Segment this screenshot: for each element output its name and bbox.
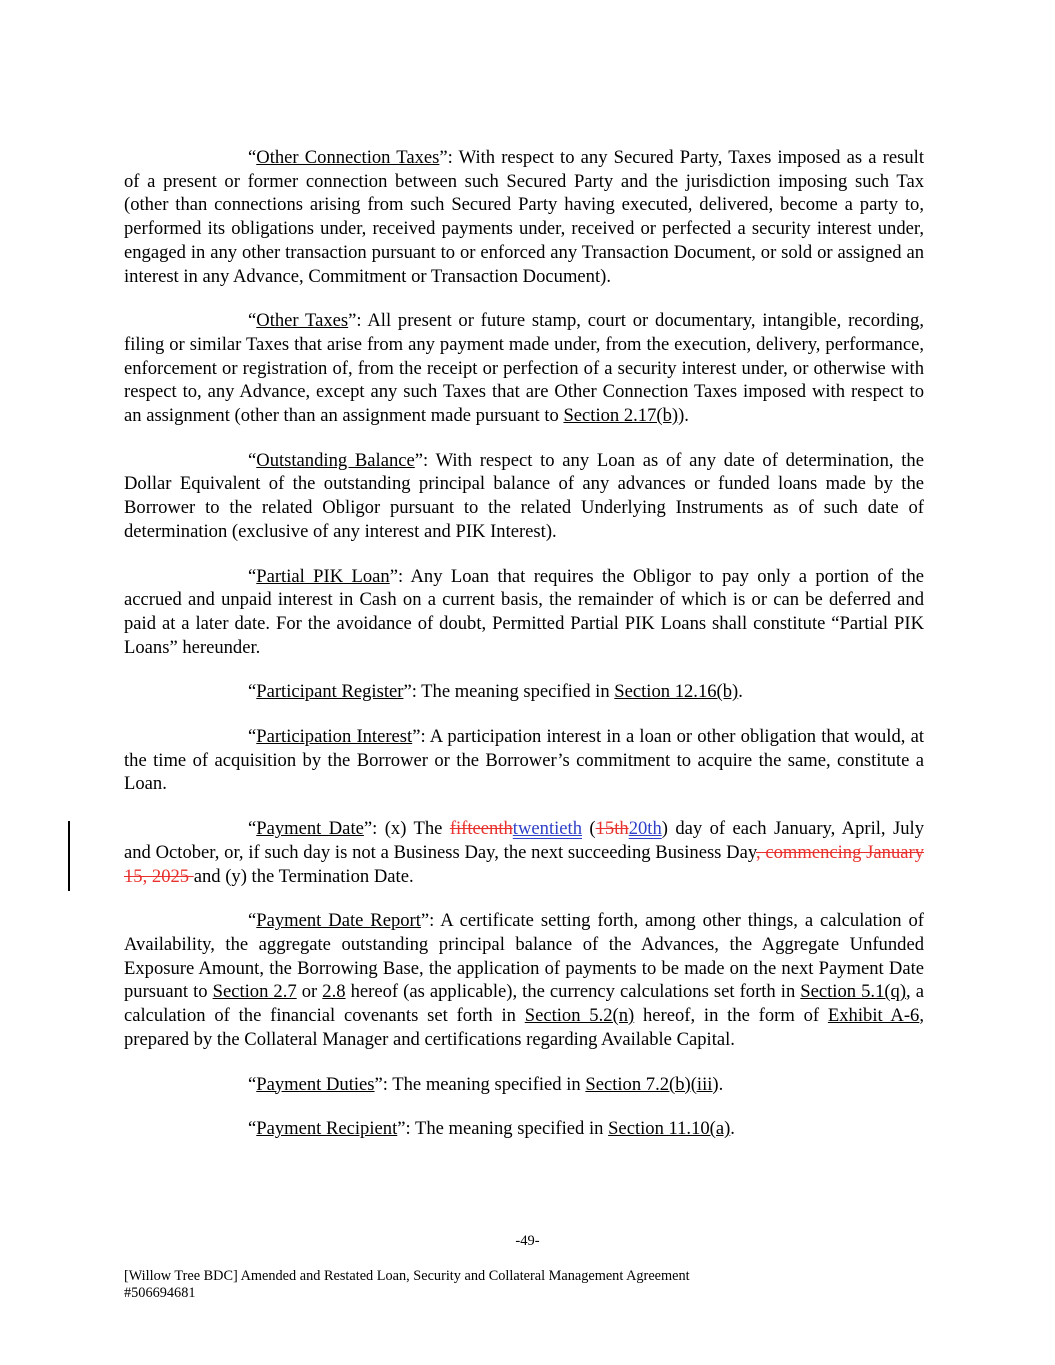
defined-term: Other Connection Taxes — [256, 147, 440, 168]
definition-payment-duties: “Payment Duties”: The meaning specified in Section 7.2(b)(iii). — [248, 1073, 724, 1095]
definition-outstanding-balance: “Outstanding Balance”: With respect to any Loan as of any date of determination, the Dollar Equivalent of the outstanding principal balance of any advances or funded loans made by the Borrower to the related Obligor pursuant to the related Underlying Instruments as of such date of determination (exclusive of any interest and PIK Interest). — [124, 449, 924, 542]
definition-other-connection-taxes: “Other Connection Taxes”: With respect to any Secured Party, Taxes imposed as a result of a present or former connection between such Secured Party and the jurisdiction imposing such Tax (other than connections arising from such Secured Party having executed, delivered, become a party to, performed its obligations under, received payments under, received or perfected a security interest under, engaged in any other transaction pursuant to or enforced any Transaction Document, or sold or assigned an interest in any Advance, Commitment or Transaction Document). — [124, 147, 924, 287]
section-reference: Section 12.16(b) — [614, 681, 739, 703]
deleted-text: , commencing January 15, 2025 — [124, 841, 924, 887]
section-reference: 2.8 — [322, 981, 346, 1003]
section-reference: Section 7.2(b)(iii) — [585, 1073, 719, 1095]
inserted-text: twentieth — [512, 818, 582, 840]
defined-term: Payment Date Report — [256, 910, 421, 932]
section-reference: Section 2.17(b) — [563, 405, 679, 427]
section-reference: Section 11.10(a) — [608, 1118, 731, 1140]
defined-term: Outstanding Balance — [256, 449, 415, 471]
defined-term: Participation Interest — [256, 726, 413, 748]
definition-participation-interest: “Participation Interest”: A participation interest in a loan or other obligation that would, at the time of acquisition by the Borrower or the Borrower’s commitment to acquire the same, constitute a Loan. — [124, 726, 924, 795]
footer-doc-id: #506694681 — [124, 1285, 196, 1301]
footer-title: [Willow Tree BDC] Amended and Restated Loan, Security and Collateral Management Agreement — [124, 1268, 690, 1284]
section-reference: Section 2.7 — [212, 981, 297, 1003]
definition-partial-pik-loan: “Partial PIK Loan”: Any Loan that requires the Obligor to pay only a portion of the accrued and unpaid interest in Cash on a current basis, the remainder of which is or can be deferred and paid at a later date. For the avoidance of doubt, Permitted Partial PIK Loans shall constitute “Partial PIK Loans” hereunder. — [124, 565, 924, 658]
defined-term: Partial PIK Loan — [256, 565, 390, 587]
defined-term: Participant Register — [256, 681, 404, 703]
change-bar — [68, 821, 70, 891]
inserted-text: 20th — [628, 818, 662, 840]
section-reference: Section 5.1(q) — [800, 981, 907, 1003]
definition-payment-recipient: “Payment Recipient”: The meaning specified in Section 11.10(a). — [248, 1118, 735, 1140]
definition-payment-date: “Payment Date”: (x) The fifteenthtwentieth (15th20th) day of each January, April, July and October, or, if such day is not a Business Day, the next succeeding Business Day, commencing January 15, 2025 and (y) the Termination Date. — [124, 817, 924, 888]
deleted-text: fifteenth — [449, 818, 513, 840]
document-footer — [124, 1268, 924, 1302]
definition-participant-register: “Participant Register”: The meaning specified in Section 12.16(b). — [248, 681, 743, 703]
document-body — [124, 146, 924, 1162]
defined-term: Other Taxes — [256, 310, 349, 332]
defined-term: Payment Date — [256, 818, 364, 840]
defined-term: Payment Recipient — [256, 1118, 398, 1140]
deleted-text: 15th — [595, 818, 629, 840]
definition-other-taxes: “Other Taxes”: All present or future stamp, court or documentary, intangible, recording, filing or similar Taxes that arise from any payment made under, from the execution, delivery, performance, enforcement or registration of, from the receipt or perfection of a security interest under, or otherwise with respect to, any Advance, except any such Taxes that are Other Connection Taxes imposed with respect to an assignment (other than an assignment made pursuant to Section 2.17(b)). — [124, 310, 925, 427]
definition-payment-date-report: “Payment Date Report”: A certificate setting forth, among other things, a calculation of Availability, the aggregate outstanding principal balance of the Advances, the Aggregate Unfunded Exposure Amount, the Borrowing Base, the application of payments to be made on the next Payment Date pursuant to Section 2.7 or 2.8 hereof (as applicable), the currency calculations set forth in Section 5.1(q), a calculation of the financial covenants set forth in Section 5.2(n) hereof, in the form of Exhibit A-6, prepared by the Collateral Manager and certifications regarding Available Capital. — [124, 910, 925, 1050]
exhibit-reference: Exhibit A-6 — [827, 1005, 920, 1027]
defined-term: Payment Duties — [256, 1073, 375, 1095]
section-reference: Section 5.2(n) — [524, 1005, 635, 1027]
page-number: -49- — [515, 1233, 540, 1249]
